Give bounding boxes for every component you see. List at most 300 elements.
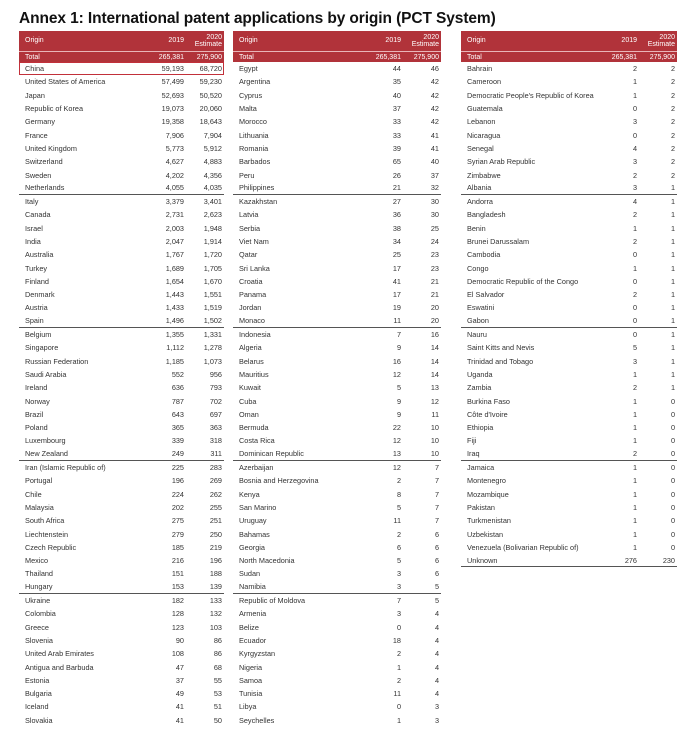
table-row xyxy=(19,168,224,181)
value-2020-cell: 311 xyxy=(210,449,222,459)
value-2019-cell: 3 xyxy=(632,356,637,366)
origin-cell: Italy xyxy=(25,197,39,207)
origin-cell: Iran (Islamic Republic of) xyxy=(25,463,106,473)
header-2020-year: 2020 xyxy=(206,33,222,41)
value-2020-cell: 32 xyxy=(430,183,439,193)
value-2020-cell: 10 xyxy=(430,423,439,433)
value-2019-cell: 7 xyxy=(396,596,401,606)
total-2020: 275,900 xyxy=(413,53,439,61)
table-row xyxy=(233,381,441,394)
value-2020-cell: 2 xyxy=(670,104,675,114)
value-2019-cell: 108 xyxy=(171,649,184,659)
value-2019-cell: 0 xyxy=(632,130,637,140)
value-2019-cell: 4,202 xyxy=(165,170,184,180)
value-2019-cell: 1 xyxy=(632,542,637,552)
value-2020-cell: 2,623 xyxy=(203,210,222,220)
table-row xyxy=(19,541,224,554)
origin-cell: Mexico xyxy=(25,556,49,566)
value-2019-cell: 643 xyxy=(171,409,184,419)
origin-cell: Cuba xyxy=(239,396,257,406)
value-2019-cell: 2 xyxy=(632,290,637,300)
table-row xyxy=(461,554,677,567)
origin-cell: Unknown xyxy=(467,555,498,565)
table-row xyxy=(19,75,224,88)
origin-cell: Kuwait xyxy=(239,383,261,393)
value-2019-cell: 1,443 xyxy=(165,290,184,300)
origin-cell: Cambodia xyxy=(467,250,501,260)
table-row xyxy=(19,674,224,687)
table-row xyxy=(461,514,677,527)
table-row xyxy=(461,288,677,301)
value-2020-cell: 37 xyxy=(430,170,439,180)
table-row xyxy=(233,248,441,261)
table-row xyxy=(19,514,224,527)
value-2020-cell: 25 xyxy=(430,223,439,233)
value-2019-cell: 2 xyxy=(632,449,637,459)
table-row xyxy=(19,434,224,447)
table-row xyxy=(233,115,441,128)
table-row xyxy=(233,102,441,115)
value-2020-cell: 21 xyxy=(430,276,439,286)
value-2020-cell: 18,643 xyxy=(199,117,222,127)
table-row xyxy=(461,222,677,235)
value-2020-cell: 10 xyxy=(430,449,439,459)
value-2020-cell: 40 xyxy=(430,157,439,167)
origin-cell: Chile xyxy=(25,489,42,499)
origin-cell: Barbados xyxy=(239,157,271,167)
value-2020-cell: 133 xyxy=(209,596,222,606)
table-row xyxy=(19,182,224,195)
value-2020-cell: 0 xyxy=(670,436,675,446)
value-2019-cell: 12 xyxy=(392,369,401,379)
origin-cell: Mozambique xyxy=(467,489,509,499)
value-2020-cell: 0 xyxy=(670,529,675,539)
value-2020-cell: 318 xyxy=(209,436,222,446)
table-row xyxy=(461,434,677,447)
value-2020-cell: 3 xyxy=(434,702,439,712)
value-2020-cell: 1 xyxy=(670,290,675,300)
origin-cell: Croatia xyxy=(239,276,263,286)
table-row xyxy=(233,261,441,274)
origin-cell: Panama xyxy=(239,290,267,300)
origin-cell: United States of America xyxy=(25,77,106,87)
origin-cell: Norway xyxy=(25,396,50,406)
table-row xyxy=(19,394,224,407)
value-2020-cell: 1,519 xyxy=(203,303,222,313)
origin-cell: Liechtenstein xyxy=(25,529,69,539)
origin-cell: Democratic People's Republic of Korea xyxy=(467,90,594,100)
value-2020-cell: 0 xyxy=(670,489,675,499)
value-2020-cell: 219 xyxy=(209,542,222,552)
value-2020-cell: 4 xyxy=(434,635,439,645)
header-2020-estimate: Estimate xyxy=(647,41,675,48)
origin-cell: Jordan xyxy=(239,303,262,313)
origin-cell: Romania xyxy=(239,143,269,153)
origin-cell: Indonesia xyxy=(239,330,271,340)
origin-cell: Brazil xyxy=(25,409,44,419)
value-2020-cell: 188 xyxy=(209,569,222,579)
value-2020-cell: 0 xyxy=(670,449,675,459)
value-2019-cell: 0 xyxy=(632,330,637,340)
table-row xyxy=(19,142,224,155)
origin-cell: Trinidad and Tobago xyxy=(467,356,534,366)
table-row xyxy=(233,155,441,168)
table-row xyxy=(461,62,677,75)
value-2020-cell: 42 xyxy=(430,77,439,87)
value-2020-cell: 6 xyxy=(434,569,439,579)
origin-cell: Republic of Moldova xyxy=(239,596,306,606)
value-2020-cell: 2 xyxy=(670,77,675,87)
total-2019: 265,381 xyxy=(158,53,184,61)
value-2020-cell: 1 xyxy=(670,303,675,313)
table-row xyxy=(233,687,441,700)
table-row xyxy=(461,195,677,208)
value-2019-cell: 5 xyxy=(396,383,401,393)
origin-cell: Slovakia xyxy=(25,715,53,725)
origin-cell: Poland xyxy=(25,423,48,433)
origin-cell: Switzerland xyxy=(25,157,63,167)
value-2020-cell: 0 xyxy=(670,409,675,419)
header-2020-estimate: Estimate xyxy=(411,41,439,48)
value-2020-cell: 53 xyxy=(213,689,222,699)
header-2020-year: 2020 xyxy=(659,33,675,41)
origin-cell: Libya xyxy=(239,702,257,712)
value-2020-cell: 21 xyxy=(430,290,439,300)
table-row xyxy=(233,674,441,687)
origin-cell: Lebanon xyxy=(467,117,496,127)
table-row xyxy=(19,301,224,314)
table-row xyxy=(19,687,224,700)
value-2019-cell: 225 xyxy=(171,463,184,473)
table-row xyxy=(461,275,677,288)
origin-cell: Montenegro xyxy=(467,476,506,486)
header-2019: 2019 xyxy=(385,37,401,45)
origin-cell: Kenya xyxy=(239,489,260,499)
value-2020-cell: 702 xyxy=(209,396,222,406)
value-2019-cell: 37 xyxy=(392,104,401,114)
value-2020-cell: 1,551 xyxy=(203,290,222,300)
origin-cell: United Arab Emirates xyxy=(25,649,94,659)
total-label: Total xyxy=(25,53,40,61)
table-row xyxy=(233,620,441,633)
origin-cell: Democratic Republic of the Congo xyxy=(467,276,579,286)
value-2020-cell: 0 xyxy=(670,542,675,552)
table-row xyxy=(233,501,441,514)
value-2019-cell: 18 xyxy=(392,635,401,645)
table-row xyxy=(19,261,224,274)
table-row xyxy=(233,474,441,487)
value-2019-cell: 21 xyxy=(392,183,401,193)
value-2020-cell: 4,883 xyxy=(203,157,222,167)
table-row xyxy=(19,581,224,594)
value-2019-cell: 279 xyxy=(171,529,184,539)
table-row xyxy=(461,182,677,195)
table-column-2 xyxy=(233,31,441,727)
value-2020-cell: 0 xyxy=(670,516,675,526)
origin-cell: Colombia xyxy=(25,609,56,619)
table-row xyxy=(19,368,224,381)
value-2019-cell: 25 xyxy=(392,250,401,260)
origin-cell: Lithuania xyxy=(239,130,269,140)
table-row xyxy=(461,235,677,248)
value-2020-cell: 196 xyxy=(209,556,222,566)
value-2019-cell: 41 xyxy=(392,276,401,286)
origin-cell: Qatar xyxy=(239,250,258,260)
value-2020-cell: 4 xyxy=(434,675,439,685)
value-2020-cell: 1 xyxy=(670,223,675,233)
value-2020-cell: 4 xyxy=(434,662,439,672)
total-label: Total xyxy=(239,53,254,61)
value-2020-cell: 2 xyxy=(670,157,675,167)
table-row xyxy=(19,381,224,394)
value-2019-cell: 182 xyxy=(171,596,184,606)
value-2020-cell: 16 xyxy=(430,330,439,340)
origin-cell: Ukraine xyxy=(25,596,51,606)
origin-cell: United Kingdom xyxy=(25,143,77,153)
table-header xyxy=(19,31,224,51)
value-2019-cell: 7,906 xyxy=(165,130,184,140)
total-2020: 275,900 xyxy=(649,53,675,61)
value-2020-cell: 1 xyxy=(670,330,675,340)
value-2019-cell: 9 xyxy=(396,409,401,419)
origin-cell: Uzbekistan xyxy=(467,529,504,539)
table-row xyxy=(461,341,677,354)
table-row xyxy=(19,115,224,128)
table-row xyxy=(19,195,224,208)
table-row xyxy=(461,527,677,540)
header-2019: 2019 xyxy=(621,37,637,45)
value-2019-cell: 2,003 xyxy=(165,223,184,233)
table-row xyxy=(233,195,441,208)
table-row xyxy=(461,102,677,115)
value-2020-cell: 50 xyxy=(213,715,222,725)
value-2020-cell: 68,720 xyxy=(199,64,222,74)
table-row xyxy=(461,208,677,221)
origin-cell: Senegal xyxy=(467,143,494,153)
header-2020 xyxy=(401,34,441,49)
value-2020-cell: 20,060 xyxy=(199,104,222,114)
origin-cell: Bahamas xyxy=(239,529,270,539)
value-2019-cell: 2 xyxy=(396,476,401,486)
value-2020-cell: 1,914 xyxy=(203,237,222,246)
value-2020-cell: 4 xyxy=(434,622,439,632)
origin-cell: Cameroon xyxy=(467,77,502,87)
table-row xyxy=(461,168,677,181)
origin-cell: Antigua and Barbuda xyxy=(25,662,94,672)
value-2019-cell: 1,112 xyxy=(166,343,184,353)
value-2019-cell: 11 xyxy=(393,316,401,326)
value-2019-cell: 57,499 xyxy=(161,77,184,87)
value-2020-cell: 251 xyxy=(209,516,222,526)
table-row xyxy=(233,142,441,155)
table-row xyxy=(19,594,224,607)
value-2020-cell: 262 xyxy=(209,489,222,499)
value-2020-cell: 41 xyxy=(430,143,439,153)
value-2020-cell: 7 xyxy=(434,502,439,512)
header-origin: Origin xyxy=(467,37,486,45)
table-row xyxy=(461,368,677,381)
origin-cell: Israel xyxy=(25,223,43,233)
value-2020-cell: 3 xyxy=(434,715,439,725)
value-2020-cell: 7 xyxy=(434,463,439,473)
value-2019-cell: 2 xyxy=(632,210,637,220)
value-2020-cell: 13 xyxy=(430,383,439,393)
value-2020-cell: 23 xyxy=(430,263,439,273)
value-2019-cell: 196 xyxy=(171,476,184,486)
origin-cell: Saint Kitts and Nevis xyxy=(467,343,535,353)
value-2020-cell: 1 xyxy=(670,183,675,193)
table-row xyxy=(19,634,224,647)
value-2019-cell: 1 xyxy=(632,516,637,526)
value-2020-cell: 697 xyxy=(209,409,222,419)
table-row xyxy=(233,594,441,607)
table-row xyxy=(233,222,441,235)
origin-cell: Germany xyxy=(25,117,56,127)
table-row xyxy=(19,554,224,567)
value-2020-cell: 1,073 xyxy=(203,356,222,366)
value-2019-cell: 1 xyxy=(632,476,637,486)
origin-cell: Austria xyxy=(25,303,48,313)
origin-cell: Turkey xyxy=(25,263,48,273)
origin-cell: Singapore xyxy=(25,343,59,353)
value-2020-cell: 1 xyxy=(670,343,675,353)
value-2019-cell: 36 xyxy=(392,210,401,220)
value-2019-cell: 275 xyxy=(171,516,184,526)
value-2019-cell: 17 xyxy=(392,263,401,273)
value-2019-cell: 1 xyxy=(632,223,637,233)
table-row xyxy=(461,421,677,434)
value-2019-cell: 1,185 xyxy=(165,356,184,366)
value-2020-cell: 0 xyxy=(670,502,675,512)
value-2019-cell: 1 xyxy=(632,409,637,419)
table-row xyxy=(19,155,224,168)
origin-cell: Georgia xyxy=(239,542,265,552)
value-2020-cell: 7 xyxy=(434,516,439,526)
origin-cell: Burkina Faso xyxy=(467,396,510,406)
table-row xyxy=(233,328,441,341)
value-2019-cell: 4 xyxy=(632,197,637,207)
value-2020-cell: 1 xyxy=(670,369,675,379)
value-2019-cell: 22 xyxy=(392,423,401,433)
origin-cell: Mauritius xyxy=(239,369,269,379)
value-2020-cell: 50,520 xyxy=(199,90,222,100)
value-2020-cell: 1 xyxy=(670,197,675,207)
origin-cell: Australia xyxy=(25,250,54,260)
table-row xyxy=(19,235,224,248)
table-row xyxy=(19,408,224,421)
origin-cell: Republic of Korea xyxy=(25,104,84,114)
value-2020-cell: 1,278 xyxy=(203,343,222,353)
value-2019-cell: 339 xyxy=(171,436,184,446)
table-row xyxy=(19,620,224,633)
origin-cell: Iceland xyxy=(25,702,49,712)
header-2019: 2019 xyxy=(168,37,184,45)
origin-cell: Turkmenistan xyxy=(467,516,511,526)
table-row xyxy=(461,448,677,461)
value-2019-cell: 41 xyxy=(175,715,184,725)
value-2020-cell: 4 xyxy=(434,609,439,619)
value-2019-cell: 39 xyxy=(392,143,401,153)
value-2020-cell: 1 xyxy=(670,316,675,326)
value-2020-cell: 7 xyxy=(434,476,439,486)
header-2020-year: 2020 xyxy=(423,33,439,41)
value-2019-cell: 1,767 xyxy=(165,250,184,260)
table-row xyxy=(19,647,224,660)
value-2020-cell: 1,705 xyxy=(203,263,222,273)
header-origin: Origin xyxy=(239,37,258,45)
value-2020-cell: 30 xyxy=(430,197,439,207)
value-2019-cell: 1,689 xyxy=(165,263,184,273)
table-row xyxy=(233,89,441,102)
table-row xyxy=(233,554,441,567)
origin-cell: Syrian Arab Republic xyxy=(467,157,536,167)
table-row xyxy=(461,261,677,274)
value-2020-cell: 793 xyxy=(209,383,222,393)
table-row xyxy=(19,89,224,102)
value-2019-cell: 3 xyxy=(396,582,401,592)
value-2020-cell: 51 xyxy=(213,702,222,712)
table-row xyxy=(19,341,224,354)
header-2020 xyxy=(637,34,677,49)
table-header xyxy=(461,31,677,51)
value-2020-cell: 2 xyxy=(670,117,675,127)
value-2019-cell: 185 xyxy=(171,542,184,552)
table-row xyxy=(233,461,441,474)
table-row xyxy=(19,328,224,341)
value-2020-cell: 132 xyxy=(209,609,222,619)
value-2019-cell: 365 xyxy=(171,423,184,433)
header-2020-estimate: Estimate xyxy=(194,41,222,48)
value-2019-cell: 1,433 xyxy=(165,303,184,313)
value-2019-cell: 3 xyxy=(632,157,637,167)
table-row xyxy=(233,567,441,580)
value-2019-cell: 2,047 xyxy=(165,237,184,246)
table-row xyxy=(233,408,441,421)
table-row xyxy=(461,128,677,141)
value-2019-cell: 7 xyxy=(396,330,401,340)
value-2019-cell: 19,358 xyxy=(161,117,184,127)
value-2020-cell: 14 xyxy=(430,343,439,353)
value-2019-cell: 0 xyxy=(396,702,401,712)
value-2019-cell: 49 xyxy=(175,689,184,699)
value-2020-cell: 0 xyxy=(670,396,675,406)
origin-cell: Philippines xyxy=(239,183,275,193)
origin-cell: Nicaragua xyxy=(467,130,501,140)
total-label: Total xyxy=(467,53,482,61)
origin-cell: Armenia xyxy=(239,609,267,619)
value-2019-cell: 5,773 xyxy=(165,143,184,153)
table-row xyxy=(233,75,441,88)
origin-cell: Andorra xyxy=(467,197,493,207)
total-2019: 265,381 xyxy=(611,53,637,61)
value-2019-cell: 0 xyxy=(632,316,637,326)
origin-cell: Guatemala xyxy=(467,104,503,114)
value-2019-cell: 0 xyxy=(632,250,637,260)
origin-cell: Cyprus xyxy=(239,90,263,100)
value-2019-cell: 90 xyxy=(175,635,184,645)
origin-cell: Czech Republic xyxy=(25,542,77,552)
value-2020-cell: 14 xyxy=(430,369,439,379)
origin-cell: Zambia xyxy=(467,383,492,393)
value-2019-cell: 3 xyxy=(396,609,401,619)
origin-cell: Morocco xyxy=(239,117,267,127)
table-row xyxy=(233,235,441,248)
value-2019-cell: 13 xyxy=(392,449,401,459)
value-2019-cell: 19,073 xyxy=(161,104,184,114)
value-2020-cell: 7,904 xyxy=(203,130,222,140)
origin-cell: Peru xyxy=(239,170,255,180)
origin-cell: Argentina xyxy=(239,77,271,87)
